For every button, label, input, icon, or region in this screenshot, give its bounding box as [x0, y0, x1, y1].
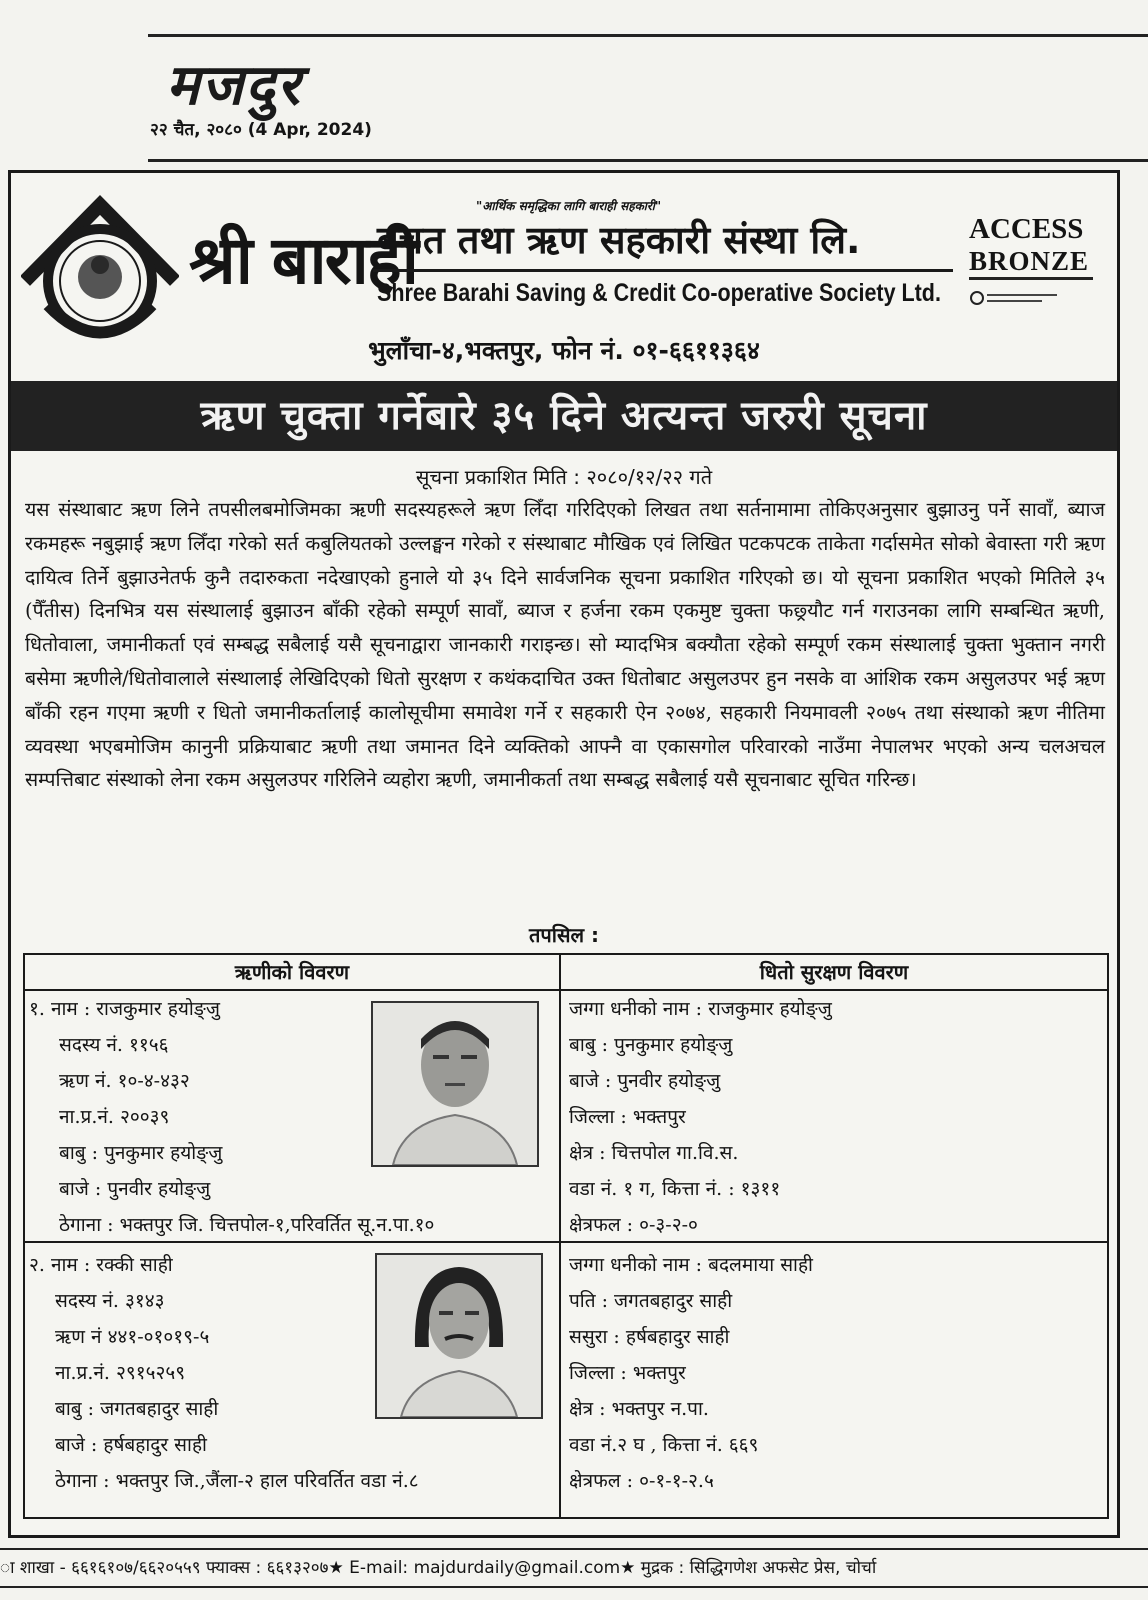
- access-emblem-icon: [969, 291, 1059, 305]
- borrower-table: [23, 953, 1109, 1519]
- borrower-1-father: बाबु : पुनकुमार हयोङ्जु: [59, 1142, 223, 1164]
- cooperative-logo-icon: [21, 185, 179, 343]
- collateral-1-ward-plot: वडा नं. १ ग, कित्ता नं. : १३११: [569, 1178, 781, 1200]
- borrower-1-member-no: सदस्य नं. ११५६: [59, 1034, 169, 1056]
- collateral-1-owner: जग्गा धनीको नाम : राजकुमार हयोङ्जु: [569, 998, 832, 1020]
- collateral-2-land-size: क्षेत्रफल : ०-१-१-२.५: [569, 1470, 714, 1492]
- collateral-2-owner: जग्गा धनीको नाम : बदलमाया साही: [569, 1254, 813, 1276]
- row-divider: [25, 1241, 1107, 1243]
- borrower-2-grandfather: बाजे : हर्षबहादुर साही: [55, 1434, 207, 1456]
- column-header-borrower: ऋणीको विवरण: [25, 955, 559, 991]
- org-tagline: "आर्थिक समृद्धिका लागि बाराही सहकारी": [476, 199, 662, 213]
- borrower-1-name: १. नाम : राजकुमार हयोङ्जु: [29, 998, 220, 1020]
- collateral-1-grandfather: बाजे : पुनवीर हयोङ्जु: [569, 1070, 721, 1092]
- borrower-2-address: ठेगाना : भक्तपुर जि.,जैंला-२ हाल परिवर्तित वडा नं.८: [55, 1470, 419, 1492]
- collateral-2-ward-plot: वडा नं.२ घ , कित्ता नं. ६६९: [569, 1434, 759, 1456]
- collateral-2-district: जिल्ला : भक्तपुर: [569, 1362, 686, 1384]
- collateral-2-father-in-law: ससुरा : हर्षबहादुर साही: [569, 1326, 730, 1348]
- org-address: भुलाँचा-४,भक्तपुर, फोन नं. ०१-६६११३६४: [368, 336, 760, 365]
- org-name-nepali: श्री बाराही: [189, 222, 417, 299]
- notice-headline: ऋण चुक्ता गर्नेबारे ३५ दिने अत्यन्त जरुरी सूचना: [11, 381, 1117, 451]
- issue-date: २२ चैत, २०८० (4 Apr, 2024): [150, 120, 372, 140]
- collateral-1-land-size: क्षेत्रफल : ०-३-२-०: [569, 1214, 698, 1236]
- borrower-1-grandfather: बाजे : पुनवीर हयोङ्जु: [59, 1178, 211, 1200]
- org-name-nepali-rest: बचत तथा ऋण सहकारी संस्था लि.: [377, 218, 861, 262]
- collateral-1-district: जिल्ला : भक्तपुर: [569, 1106, 686, 1128]
- access-bronze-badge: [969, 213, 1093, 280]
- notice-body: यस संस्थाबाट ऋण लिने तपसीलबमोजिमका ऋणी सदस्यहरूले ऋण लिँदा गरिदिएको लिखत तथा सर्तनामामा तोकिएअनुसार बुझाउनु पर्ने सावाँ, ब्याज रकमहरू नबुझाई ऋण लिँदा गरेको सर्त कबुलियतको उल्लङ्घन गरेको र संस्थाबाट मौखिक एवं लिखित पटकपटक ताकेता गर्दासमेत सोको बेवास्ता गरी ऋण दायित्व तिर्ने बुझाउनेतर्फ कुनै तदारुकता नदेखाएको हुनाले यो ३५ दिने सार्वजनिक सूचना प्रकाशित गरिएको छ। यो सूचना प्रकाशित भएको मितिले ३५ (पैँतीस) दिनभित्र यस संस्थालाई बुझाउन बाँकी रहेको सम्पूर्ण सावाँ, ब्याज र हर्जना रकम एकमुष्ट चुक्ता फछ्र्यौट गर्न गराउनका लागि सम्बन्धित ऋणी, धितोवाला, जमानीकर्ता एवं सम्बद्ध सबैलाई यसै सूचनाद्वारा जानकारी गराइन्छ। सो म्यादभित्र बक्यौता रहेको सम्पूर्ण रकम संस्थालाई चुक्ता भुक्तान नगरी बसेमा ऋणीले/धितोवालाले संस्थालाई लेखिदिएको धितो सुरक्षण र कथंकदाचित उक्त धितोबाट असुलउपर हुन नसके वा आंशिक रकम असुलउपर भई ऋण बाँकी रहन गएमा ऋणी र धितो जमानीकर्तालाई कालोसूचीमा समावेश गर्ने र सहकारी ऐन २०७४, सहकारी नियमावली २०७५ तथा संस्थाको ऋण नीतिमा व्यवस्था भएबमोजिम कानुनी प्रक्रियाबाट ऋणी तथा जमानत दिने व्यक्तिको आफ्नै वा एकासगोल परिवारको नाउँमा नेपालभर भएको अन्य चलअचल सम्पत्तिबाट संस्थाको लेना रकम असुलउपर गरिलिने व्यहोरा ऋणी, जमानीकर्ता तथा सम्बद्ध सबैलाई यसै सूचनाबाट सूचित गरिन्छ।: [25, 498, 1105, 792]
- borrower-2-loan-no: ऋण नं ४४१-०१०१९-५: [55, 1326, 210, 1348]
- org-name-english: Shree Barahi Saving & Credit Co-operative Society Ltd.: [377, 279, 941, 307]
- column-divider: [559, 955, 561, 1517]
- schedule-heading: तपसिल :: [529, 923, 599, 947]
- borrower-1-address: ठेगाना : भक्तपुर जि. चित्तपोल-१,परिवर्तित सू.न.पा.१०: [59, 1214, 435, 1236]
- column-header-collateral: धितो सुरक्षण विवरण: [561, 955, 1107, 991]
- borrower-1-loan-no: ऋण नं. १०-४-४३२: [59, 1070, 190, 1092]
- divider: [373, 269, 953, 272]
- newspaper-footer: ा शाखा - ६६१६१०७/६६२०५५९ फ्याक्स : ६६१३२०७★ E-mail: majdurdaily@gmail.com★ मुद्रक : सिद्धिगणेश अफसेट प्रेस, चोर्चा: [0, 1548, 1148, 1588]
- newspaper-title: मजदुर: [166, 53, 302, 118]
- collateral-2-area: क्षेत्र : भक्तपुर न.पा.: [569, 1398, 709, 1420]
- collateral-1-area: क्षेत्र : चित्तपोल गा.वि.स.: [569, 1142, 739, 1164]
- borrower-2-photo: [375, 1253, 543, 1419]
- public-notice: [8, 170, 1120, 1538]
- borrower-2-father: बाबु : जगतबहादुर साही: [55, 1398, 219, 1420]
- collateral-1-father: बाबु : पुनकुमार हयोङ्जु: [569, 1034, 733, 1056]
- collateral-2-husband: पति : जगतबहादुर साही: [569, 1290, 733, 1312]
- borrower-2-citizenship-no: ना.प्र.नं. २९१५२५९: [55, 1362, 186, 1384]
- published-date: सूचना प्रकाशित मिति : २०८०/१२/२२ गते: [415, 465, 713, 489]
- newspaper-masthead: [148, 34, 1148, 162]
- borrower-2-name: २. नाम : रक्की साही: [29, 1254, 173, 1276]
- borrower-1-photo: [371, 1001, 539, 1167]
- borrower-2-member-no: सदस्य नं. ३१४३: [55, 1290, 165, 1312]
- badge-line-2: BRONZE: [969, 246, 1090, 276]
- borrower-1-citizenship-no: ना.प्र.नं. २००३९: [59, 1106, 170, 1128]
- badge-line-1: ACCESS: [969, 213, 1084, 245]
